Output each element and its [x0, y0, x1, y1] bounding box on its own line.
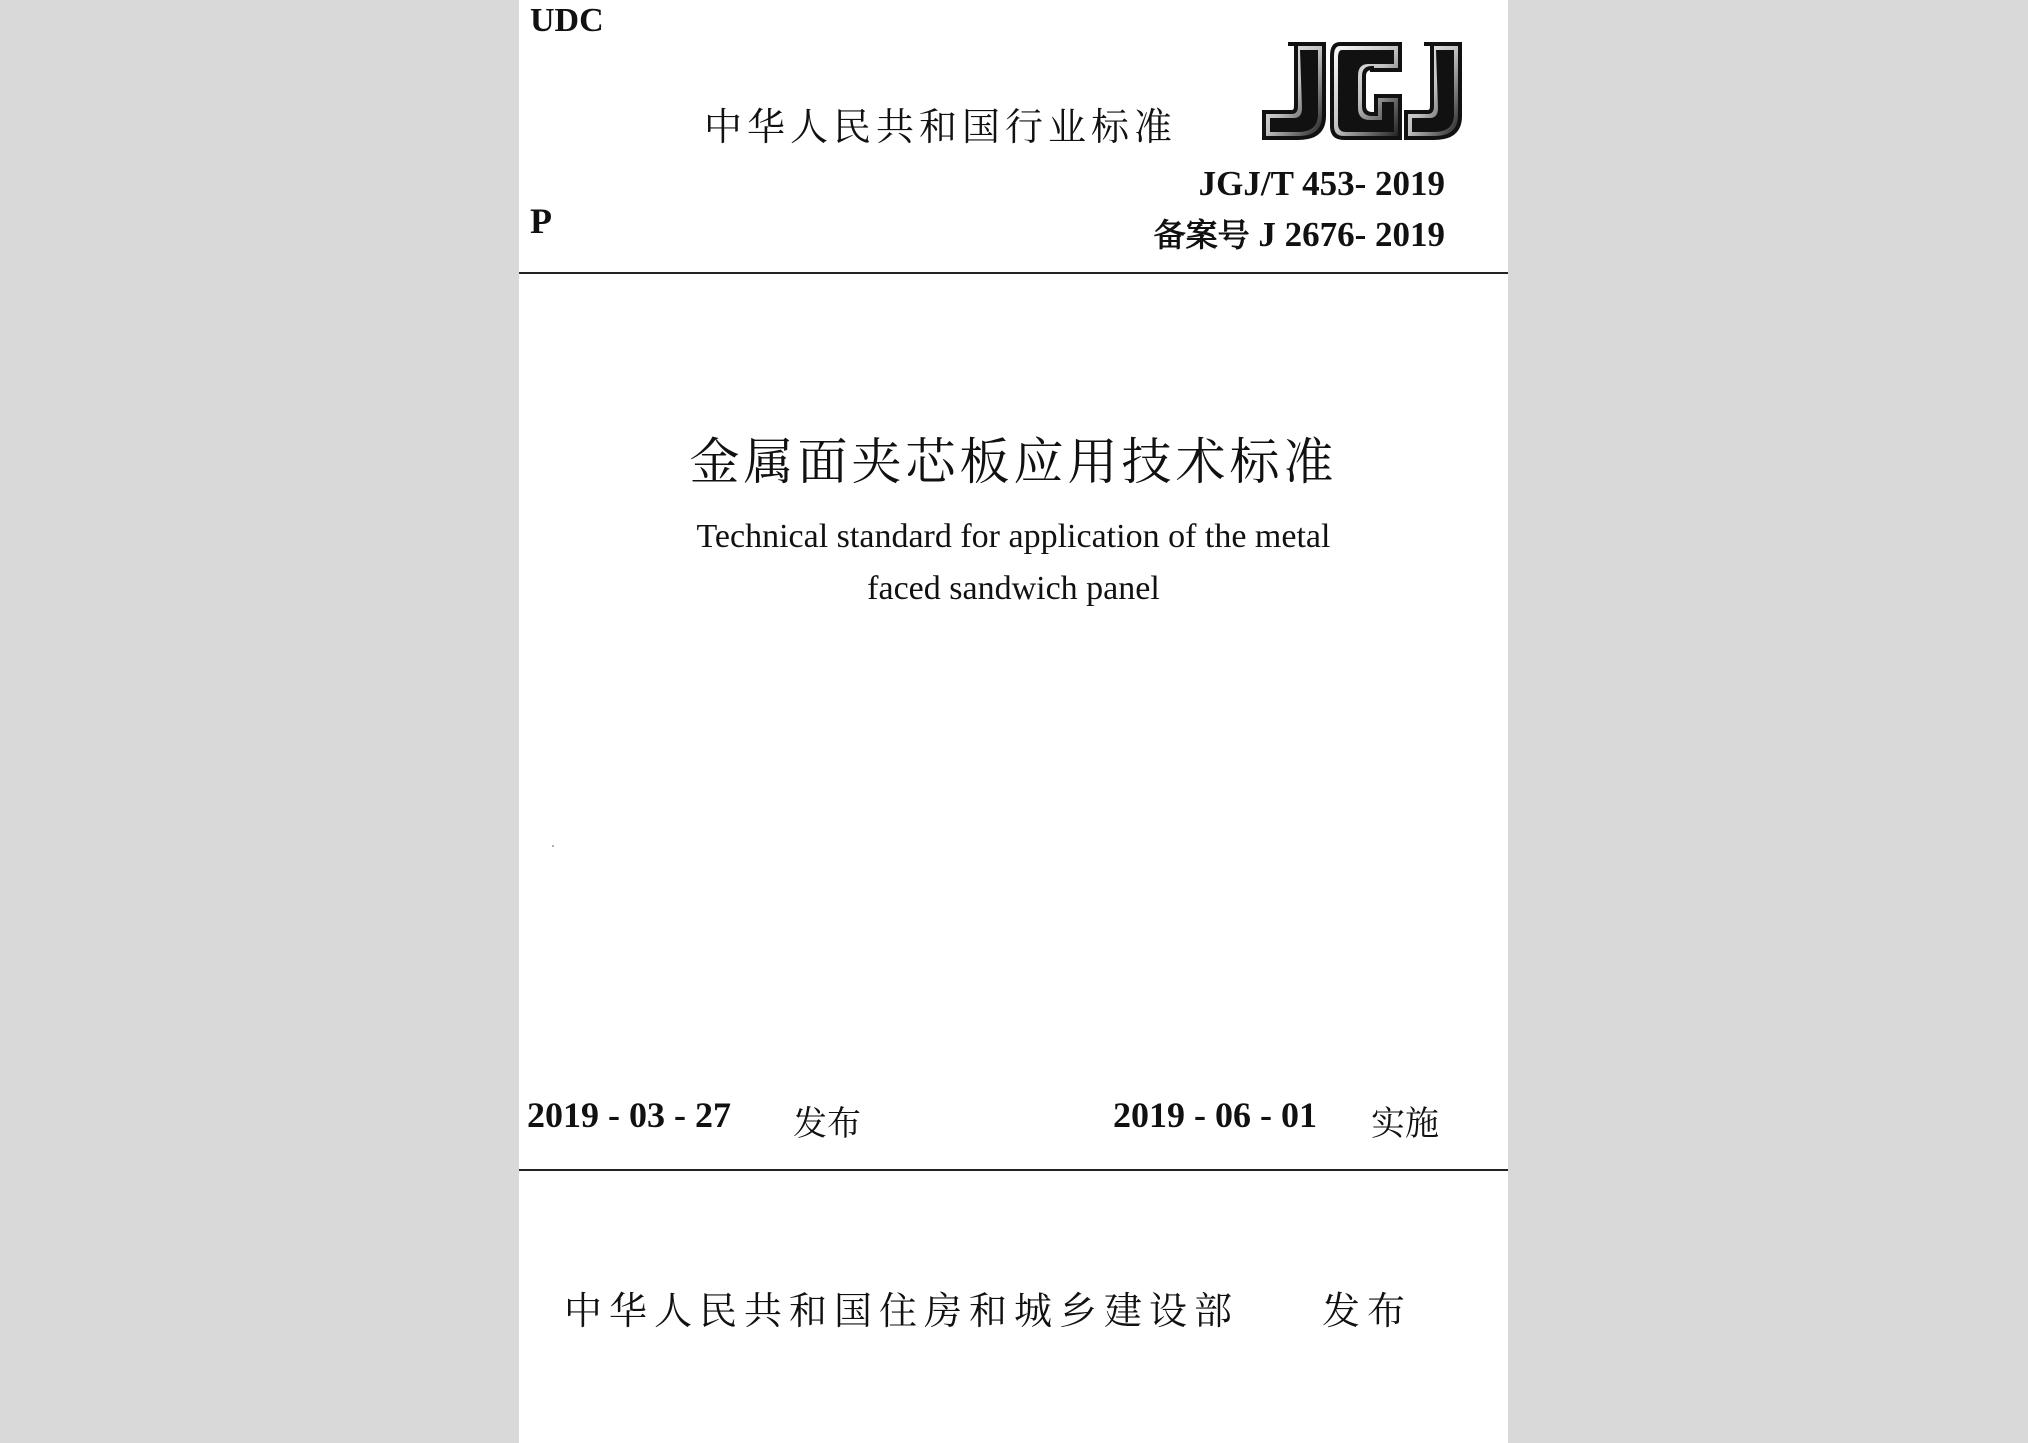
title-chinese: 金属面夹芯板应用技术标准 — [689, 433, 1338, 491]
header-divider — [519, 272, 1508, 274]
standard-number: JGJ/T 453- 2019 — [1198, 164, 1445, 203]
standard-cover-page — [519, 0, 1508, 1443]
record-number: J 2676- 2019 — [1258, 215, 1445, 254]
title-english-line-1: Technical standard for application of the metal — [696, 518, 1331, 555]
publisher-name: 中华人民共和国住房和城乡建设部 — [564, 1289, 1240, 1333]
issue-label: 发布 — [793, 1104, 861, 1144]
implementation-date: 2019 - 06 - 01 — [1113, 1095, 1317, 1135]
record-number-label: 备案号 — [1153, 216, 1250, 254]
classification-code: P — [530, 201, 552, 241]
title-english-line-2: faced sandwich panel — [867, 570, 1160, 607]
industry-standard-heading: 中华人民共和国行业标准 — [704, 105, 1178, 149]
issue-date: 2019 - 03 - 27 — [527, 1095, 731, 1135]
udc-label: UDC — [530, 2, 604, 39]
footer-divider — [519, 1169, 1508, 1171]
implementation-label: 实施 — [1371, 1104, 1439, 1144]
jgj-logo — [1260, 40, 1463, 142]
publish-label: 发布 — [1322, 1289, 1413, 1333]
record-number-line — [1154, 210, 1445, 256]
speck — [552, 845, 554, 847]
